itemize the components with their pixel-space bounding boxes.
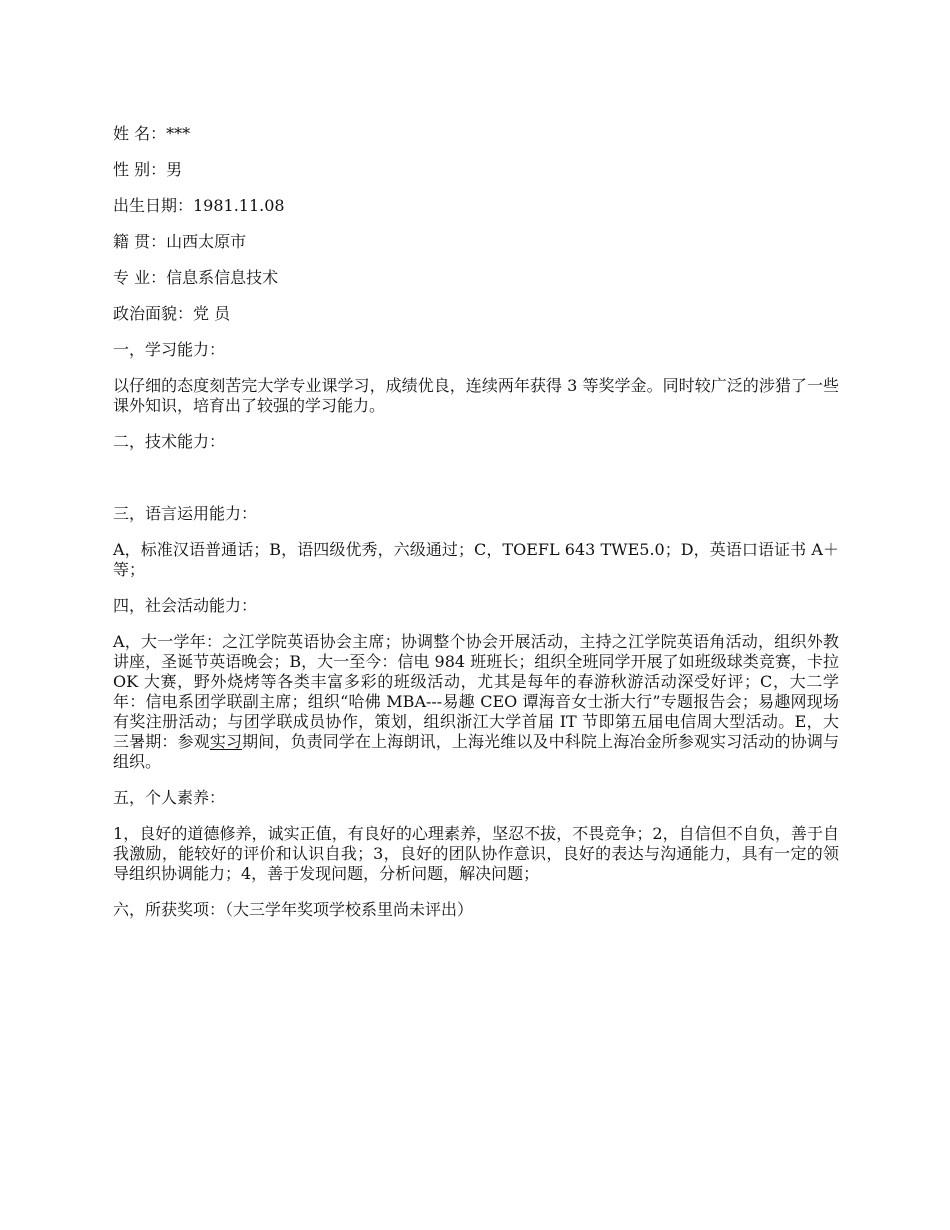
hometown-field: 籍 贯：山西太原市 — [113, 232, 247, 251]
study-ability-heading: 一，学习能力： — [113, 340, 226, 359]
social-text-part-1: A，大一学年：之江学院英语协会主席；协调整个协会开展活动，主持之江学院英语角活动，组织外教讲座，圣诞节英语晚会；B，大一至今：信电 984 班班长；组织全班同学开展了如班级球类竞赛，卡拉 OK 大赛，野外烧烤等各类丰富多彩的班级活动，尤其是每年的春游秋游活动深受好评；C，大二学年：信电系团学联副主席；组织“哈佛 MBA---易趣 CEO 谭海音女士浙大行”专题报告会；易趣网现场有奖注册活动；与团学联成员协作，策划，组织浙江大学首届 IT 节即第五届电信周大型活动。E，大三暑期：参观 — [113, 632, 839, 751]
personal-quality-heading: 五，个人素养： — [113, 788, 226, 807]
social-ability-heading: 四，社会活动能力： — [113, 596, 258, 615]
social-ability-text — [113, 632, 839, 772]
study-ability-text: 以仔细的态度刻苦完大学专业课学习，成绩优良，连续两年获得 3 等奖学金。同时较广泛的涉猎了一些课外知识，培育出了较强的学习能力。 — [113, 376, 839, 415]
tech-ability-heading: 二，技术能力： — [113, 432, 226, 451]
language-ability-text: A，标准汉语普通话；B，语四级优秀，六级通过；C，TOEFL 643 TWE5.0；D，英语口语证书 A＋等； — [113, 540, 839, 579]
name-field: 姓 名：*** — [113, 124, 191, 143]
birth-date-field: 出生日期：1981.11.08 — [113, 196, 285, 215]
internship-link[interactable]: 实习 — [209, 732, 243, 751]
personal-quality-text: 1，良好的道德修养，诚实正值，有良好的心理素养，坚忍不拔，不畏竞争；2，自信但不自负，善于自我激励，能较好的评价和认识自我；3，良好的团队协作意识，良好的表达与沟通能力，具有一定的领导组织协调能力；4，善于发现问题，分析问题，解决问题； — [113, 824, 839, 883]
empty-section-gap — [113, 468, 839, 504]
gender-field: 性 别：男 — [113, 160, 183, 179]
major-field: 专 业：信息系信息技术 — [113, 268, 279, 287]
political-status-field: 政治面貌：党 员 — [113, 304, 231, 323]
resume-document — [113, 124, 839, 936]
social-text-part-2: 期间，负责同学在上海朗讯，上海光维以及中科院上海冶金所参观实习活动的协调与组织。 — [113, 732, 839, 771]
language-ability-heading: 三，语言运用能力： — [113, 504, 258, 523]
awards-heading: 六，所获奖项：（大三学年奖项学校系里尚未评出） — [113, 900, 474, 919]
